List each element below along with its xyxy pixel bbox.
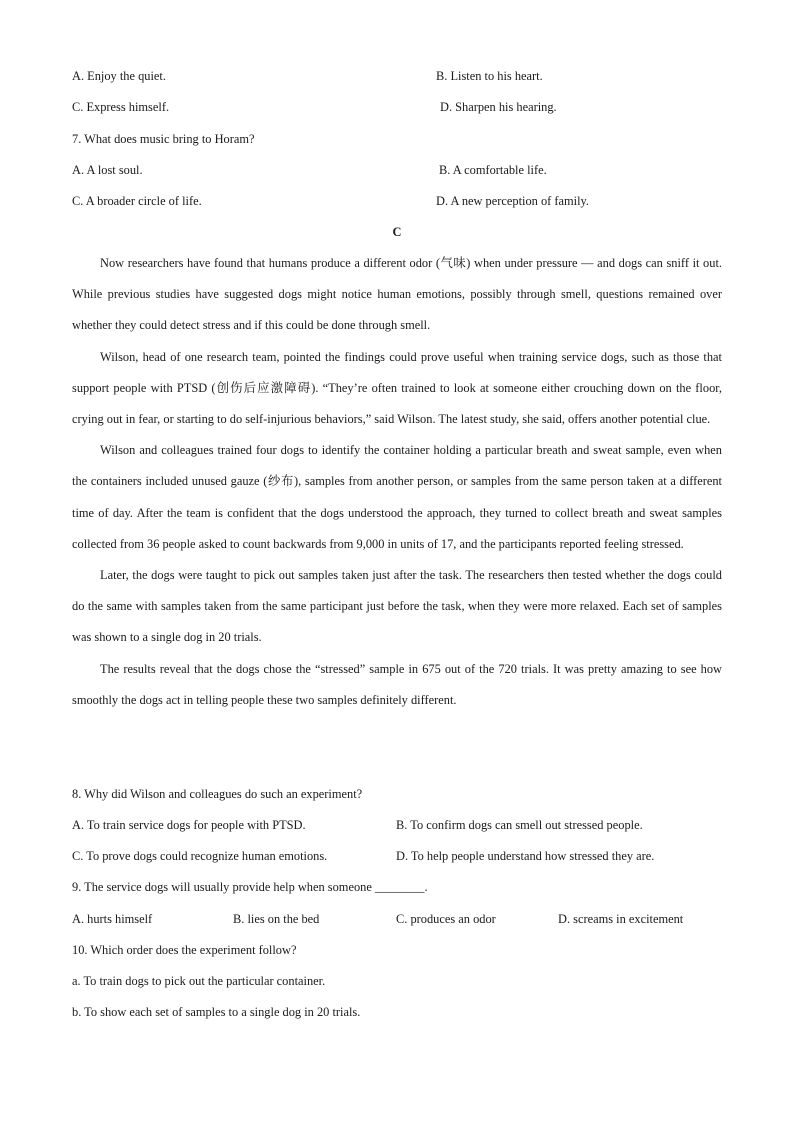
passage	[72, 248, 722, 716]
q8-option-d: D. To help people understand how stressed they are.	[396, 849, 655, 863]
q10-step-b: b. To show each set of samples to a single dog in 20 trials.	[72, 1005, 361, 1019]
q6-option-c: C. Express himself.	[72, 100, 170, 114]
passage-paragraph-2: Wilson, head of one research team, pointed the findings could prove useful when training service dogs, such as those that support people with PTSD (创伤后应激障碍). “They’re often trained to look at someone either crouching down on the floor, crying out in fear, or starting to do self-injurious behaviors,” said Wilson. The latest study, she said, offers another potential clue.	[72, 349, 722, 427]
q6-option-a: A. Enjoy the quiet.	[72, 69, 166, 83]
q8-question: 8. Why did Wilson and colleagues do such an experiment?	[72, 787, 363, 801]
q6-option-d: D. Sharpen his hearing.	[440, 100, 557, 114]
q7-option-b: B. A comfortable life.	[439, 163, 547, 177]
q10-question: 10. Which order does the experiment follow?	[72, 943, 297, 957]
passage-paragraph-4: Later, the dogs were taught to pick out samples taken just after the task. The researchers then tested whether the dogs could do the same with samples taken from the same participant just before the task, when they were more relaxed. Each set of samples was shown to a single dog in 20 trials.	[72, 568, 722, 645]
q8-option-c: C. To prove dogs could recognize human emotions.	[72, 849, 328, 863]
passage-paragraph-1: Now researchers have found that humans produce a different odor (气味) when under pressure — and dogs can sniff it out. While previous studies have suggested dogs might notice human emotions, possibly through smell, questions remained over whether they could detect stress and if this could be done through smell.	[72, 256, 722, 333]
q7-question: 7. What does music bring to Horam?	[72, 132, 255, 146]
q7-option-a: A. A lost soul.	[72, 163, 143, 177]
passage-paragraph-5: The results reveal that the dogs chose the “stressed” sample in 675 out of the 720 trials. It was pretty amazing to see how smoothly the dogs act in telling people these two samples definitely different.	[72, 661, 722, 707]
q10-step-a: a. To train dogs to pick out the particular container.	[72, 974, 326, 988]
q7-option-c: C. A broader circle of life.	[72, 194, 202, 208]
q9-option-b: B. lies on the bed	[233, 912, 320, 926]
q9-option-c: C. produces an odor	[396, 912, 496, 926]
passage-paragraph-3: Wilson and colleagues trained four dogs to identify the container holding a particular breath and sweat sample, even when the containers included unused gauze (纱布), samples from another person, or samples from the same person taken at a different time of day. After the team is confident that the dogs understood the approach, they turned to collect breath and sweat samples collected from 36 people asked to count backwards from 9,000 in units of 17, and the participants reported feeling stressed.	[72, 443, 722, 551]
section-label: C	[392, 225, 402, 239]
q8-option-a: A. To train service dogs for people with PTSD.	[72, 818, 306, 832]
q9-option-a: A. hurts himself	[72, 912, 153, 926]
q6-option-b: B. Listen to his heart.	[436, 69, 543, 83]
q9-option-d: D. screams in excitement	[558, 912, 684, 926]
q7-option-d: D. A new perception of family.	[436, 194, 590, 208]
q9-question: 9. The service dogs will usually provide help when someone ________.	[72, 880, 428, 894]
q8-option-b: B. To confirm dogs can smell out stressed people.	[396, 818, 643, 832]
